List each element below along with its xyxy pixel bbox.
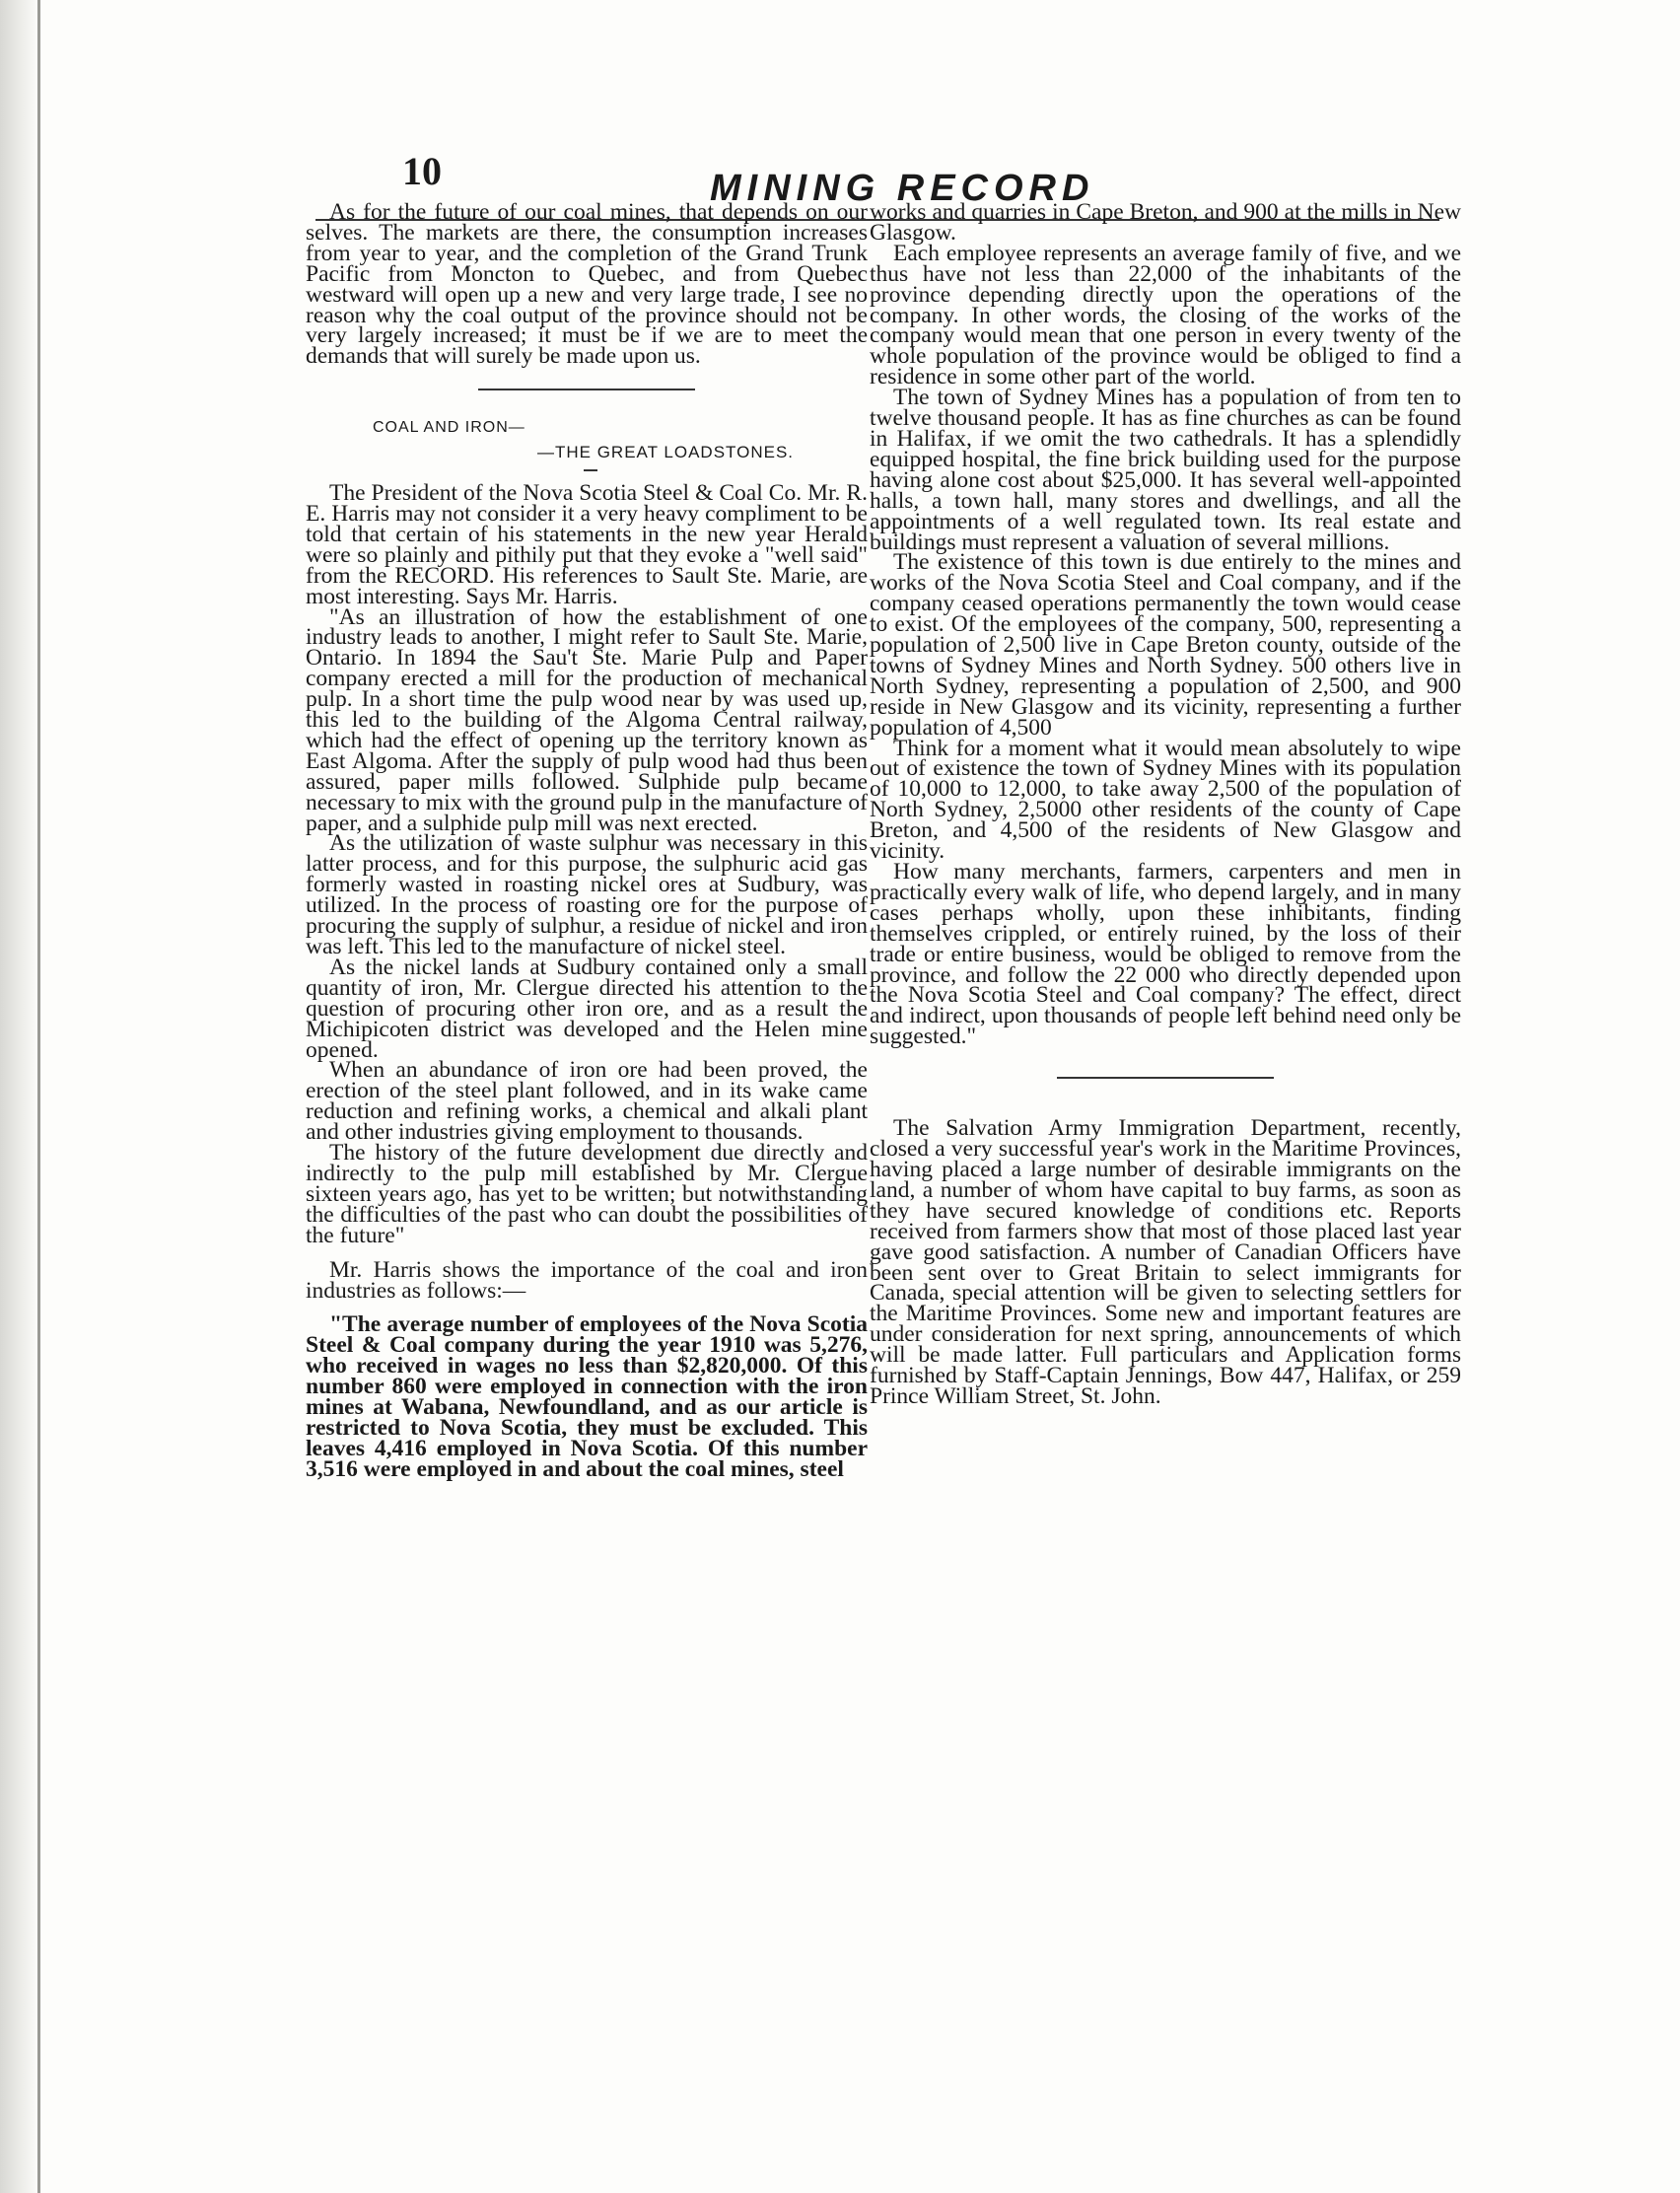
left-column: [306, 199, 868, 1482]
article-headline: —THE GREAT LOADSTONES.: [536, 443, 795, 462]
page-number: 10: [402, 149, 442, 193]
headline-tick: [584, 469, 597, 471]
article-paragraph: The history of the future development due directly and indirectly to the pulp mill established by Mr. Clergue sixteen years ago, has yet to be written; but notwithstanding the difficulties of the past who can doubt the possibilities of the future": [306, 1140, 868, 1248]
article-paragraph: When an abundance of iron ore had been proved, the erection of the steel plant followed, and in its wake came reduction and refining works, a chemical and alkali plant and other industries giving employment to thousands.: [306, 1057, 868, 1146]
section-divider: [1057, 1077, 1274, 1079]
salvation-army-notice: The Salvation Army Immigration Department, recently, closed a very successful year's work in the Maritime Provinces, having placed a large number of desirable immigrants on the land, a number of whom have capital to buy farms, as soon as they have secured knowledge of conditions etc. Reports received from farmers show that most of those placed last year gave good satisfaction. A number of Canadian Officers have been sent over to Great Britain to select immigrants for Canada, special attention will be given to selecting settlers for the Maritime Provinces. Some new and important features are under consideration for next spring, announcements of which will be made latter. Full particulars and Application forms furnished by Staff-Captain Jennings, Bow 447, Halifax, or 259 Prince William Street, St. John.: [870, 1115, 1461, 1409]
article-paragraph: The President of the Nova Scotia Steel & Coal Co. Mr. R. E. Harris may not consider it a very heavy compliment to be told that certain of his statements in the new year Herald were so plainly and pithily put that they evoke a "well said" from the RECORD. His references to Sault Ste. Marie, are most interesting. Says Mr. Harris.: [306, 480, 868, 609]
article-kicker: COAL AND IRON—: [373, 419, 525, 437]
article-paragraph: As the utilization of waste sulphur was necessary in this latter process, and for this purpose, the sulphuric acid gas formerly wasted in roasting nickel ores at Sudbury, was utilized. In the process of roasting ore for the purpose of procuring the supply of sulphur, a residue of nickel and iron was left. This led to the manufacture of nickel steel.: [306, 830, 868, 959]
article-paragraph: As the nickel lands at Sudbury contained only a small quantity of iron, Mr. Clergue directed his attention to the question of procuring other iron ore, and as a result the Michipicoten district was developed and the Helen mine opened.: [306, 954, 868, 1063]
article-paragraph: Think for a moment what it would mean absolutely to wipe out of existence the town of Sydney Mines with its population of 10,000 to 12,000, to take away 2,500 of the population of North Sydney, 2,5000 other residents of the county of Cape Breton, and 4,500 of the residents of New Glasgow and vicinity.: [870, 735, 1461, 865]
section-divider: [478, 389, 695, 390]
intro-paragraph: As for the future of our coal mines, that depends on our selves. The markets are there, the consumption increases from year to year, and the completion of the Grand Trunk Pacific from Moncton to Quebec, and from Quebec westward will open up a new and very large trade, I see no reason why the coal output of the province should not be very largely increased; it must be if we are to meet the demands that will surely be made upon us.: [306, 199, 868, 370]
page-binding-edge: [0, 0, 39, 2193]
article-paragraph: Each employee represents an average family of five, and we thus have not less than 22,000 of the inhabitants of the province depending directly upon the operations of the company. In other words, the closing of the works of the company would mean that one person in every twenty of the whole population of the province would be obliged to find a residence in some other part of the world.: [870, 240, 1461, 390]
article-paragraph: The existence of this town is due entirely to the mines and works of the Nova Scotia Steel and Coal company, and if the company ceased operations permanently the town would cease to exist. Of the employees of the company, 500, representing a population of 2,500 live in Cape Breton county, outside of the towns of Sydney Mines and North Sydney. 500 others live in North Sydney, representing a population of 2,500, and 900 reside in New Glasgow and its vicinity, representing a further population of 4,500: [870, 549, 1461, 741]
article-paragraph: The town of Sydney Mines has a population of from ten to twelve thousand people. It has as fine churches as can be found in Halifax, if we omit the two cathedrals. It has a splendidly equipped hospital, the fine brick building used for the purpose having alone cost about $25,000. It has several well-appointed halls, a town hall, many stores and dwellings, and all the appointments of a well regulated town. Its real estate and buildings must represent a valuation of several millions.: [870, 385, 1461, 555]
publication-title: MINING RECORD: [710, 168, 1095, 209]
article-paragraph: "As an illustration of how the establishment of one industry leads to another, I might refer to Sault Ste. Marie, Ontario. In 1894 the Sau't Ste. Marie Pulp and Paper company erected a mill for the production of mechanical pulp. In a short time the pulp wood near by was used up, this led to the building of the Algoma Central railway, which had the effect of opening up the territory known as East Algoma. After the supply of pulp wood had thus been assured, paper mills followed. Sulphide pulp became necessary to mix with the ground pulp in the manufacture of paper, and a sulphide pulp mill was next erected.: [306, 603, 868, 836]
article-paragraph: How many merchants, farmers, carpenters and men in practically every walk of life, who depend largely, and in many cases perhaps wholly, upon these inhibitants, finding themselves crippled, or entirely ruined, by the loss of their trade or entire business, would be obliged to remove from the province, and follow the 22 000 who directly depended upon the Nova Scotia Steel and Coal company? The effect, direct and indirect, upon thousands of people left behind need only be suggested.": [870, 859, 1461, 1050]
article-paragraph: Mr. Harris shows the importance of the coal and iron industries as follows:—: [306, 1256, 868, 1304]
page-binding-line: [37, 0, 40, 2193]
right-column: [870, 199, 1461, 1409]
article-continuation: works and quarries in Cape Breton, and 900 at the mills in New Glasgow.: [870, 199, 1461, 246]
article-quote-bold: "The average number of employees of the Nova Scotia Steel & Coal company during the year 1910 was 5,276, who received in wages no less than $2,820,000. Of this number 860 were employed in connection with the iron mines at Wabana, Newfoundland, and as our article is restricted to Nova Scotia, they must be excluded. This leaves 4,416 employed in Nova Scotia. Of this number 3,516 were employed in and about the coal mines, steel: [306, 1311, 868, 1482]
